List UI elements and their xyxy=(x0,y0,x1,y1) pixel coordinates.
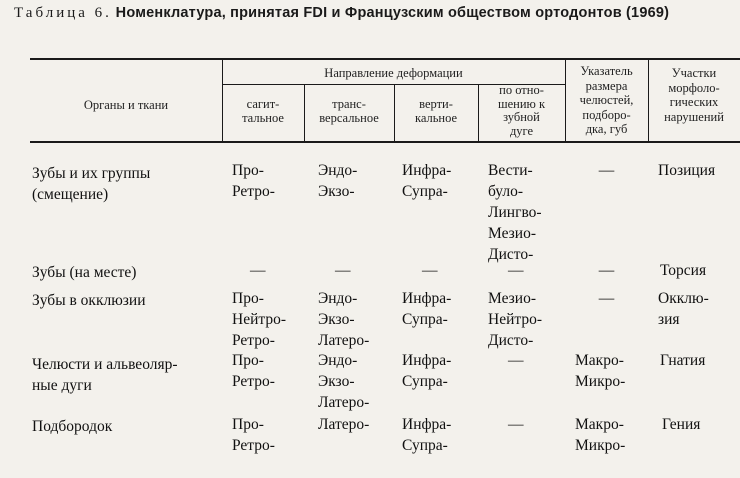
cell-size: Макро- Микро- xyxy=(575,352,626,390)
cell-transversal: Латеро- xyxy=(318,416,370,433)
row-organ: Зубы (на месте) xyxy=(32,264,137,281)
cell-site: Окклю- зия xyxy=(658,290,709,328)
cell-arch: — xyxy=(508,416,524,433)
table-title: Номенклатура, принятая FDI и Французским обществом ортодонтов (1969) xyxy=(115,5,670,21)
header-transversal: транс- версальное xyxy=(319,97,379,125)
cell-site: Гнатия xyxy=(660,352,706,369)
cell-arch: — xyxy=(508,352,524,369)
cell-arch: — xyxy=(508,262,524,279)
cell-arch: Мезио- Нейтро- Дисто- xyxy=(488,290,542,349)
header-organs: Органы и ткани xyxy=(83,98,169,112)
cell-vertical: Инфра- Супра- xyxy=(402,290,452,328)
row-organ: Зубы и их группы (смещение) xyxy=(32,165,151,203)
row-organ: Зубы в окклюзии xyxy=(32,292,146,309)
cell-size: — xyxy=(598,162,615,179)
cell-transversal: Эндо- Экзо- xyxy=(318,162,358,200)
cell-size: Макро- Микро- xyxy=(575,416,626,454)
cell-site: Торсия xyxy=(660,262,707,279)
cell-vertical: Инфра- Супра- xyxy=(402,162,452,200)
cell-vertical: Инфра- Супра- xyxy=(402,352,452,390)
cell-vertical: — xyxy=(422,262,438,279)
cell-sagittal: Про- Нейтро- Ретро- xyxy=(232,290,286,349)
table-caption xyxy=(14,4,730,23)
header-arch: по отно- шению к зубной дуге xyxy=(497,83,546,138)
top-rule xyxy=(30,58,740,60)
cell-transversal: Эндо- Экзо- Латеро- xyxy=(318,290,370,349)
row-organ: Челюсти и альвеоляр- ные дуги xyxy=(32,356,178,394)
header-vertical: верти- кальное xyxy=(414,97,458,125)
cell-sagittal: Про- Ретро- xyxy=(232,162,275,200)
table-number: Таблица 6. xyxy=(14,5,112,21)
header-morph-sites: Участки морфоло- гических нарушений xyxy=(664,66,724,124)
cell-sagittal: — xyxy=(250,262,266,279)
cell-vertical: Инфра- Супра- xyxy=(402,416,452,454)
cell-size: — xyxy=(598,290,615,307)
row-organ: Подбородок xyxy=(32,418,113,435)
cell-size: — xyxy=(598,262,615,279)
header-sagittal: сагит- тальное xyxy=(242,97,284,125)
cell-site: Гения xyxy=(662,416,701,433)
cell-sagittal: Про- Ретро- xyxy=(232,416,275,454)
cell-transversal: Эндо- Экзо- Латеро- xyxy=(318,352,370,411)
header-bottom-rule xyxy=(30,141,740,143)
cell-arch: Вести- було- Лингво- Мезио- Дисто- xyxy=(488,162,542,263)
cell-site: Позиция xyxy=(658,162,716,179)
header-size-indicator: Указатель размера челюстей, подборо- дка, губ xyxy=(579,64,634,136)
cell-sagittal: Про- Ретро- xyxy=(232,352,275,390)
cell-transversal: — xyxy=(335,262,351,279)
header-direction-group: Направление деформации xyxy=(324,66,463,80)
